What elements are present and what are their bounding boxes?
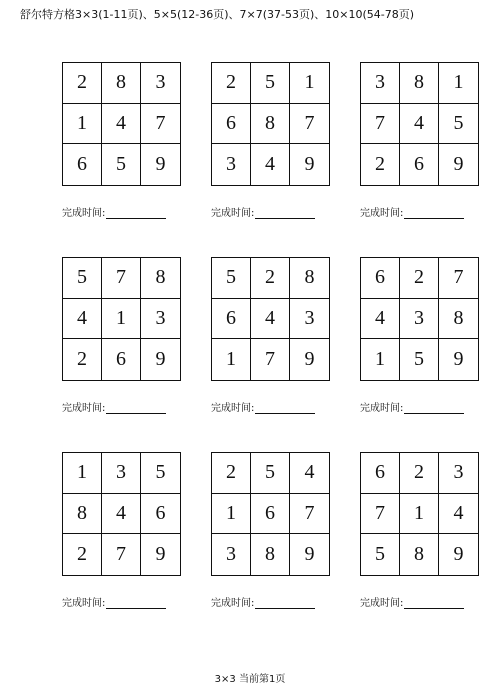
grid-cell[interactable]: 2 <box>400 258 439 299</box>
grid-cell[interactable]: 2 <box>63 339 102 380</box>
completion-time-blank[interactable] <box>404 208 464 219</box>
grid-cell[interactable]: 7 <box>141 104 180 145</box>
grid-cell[interactable]: 1 <box>212 339 251 380</box>
grid-cell[interactable]: 9 <box>155 543 166 566</box>
grid-cell[interactable]: 7 <box>102 534 141 575</box>
completion-time-blank[interactable] <box>106 403 166 414</box>
schulte-puzzle <box>62 452 192 622</box>
grid-cell[interactable]: 5 <box>400 339 439 380</box>
schulte-puzzle <box>62 62 192 232</box>
schulte-puzzle <box>62 257 192 427</box>
grid-cell[interactable]: 8 <box>63 494 102 535</box>
grid-cell[interactable]: 8 <box>141 258 180 299</box>
grid-cell[interactable]: 6 <box>361 453 400 494</box>
grid-cell[interactable]: 9 <box>453 543 464 566</box>
completion-time-blank[interactable] <box>404 598 464 609</box>
grid-cell[interactable]: 2 <box>400 453 439 494</box>
completion-time-blank[interactable] <box>255 208 315 219</box>
grid-cell[interactable]: 6 <box>102 339 141 380</box>
grid-cell[interactable]: 6 <box>361 258 400 299</box>
grid-cell[interactable]: 6 <box>251 494 290 535</box>
grid-cell[interactable]: 9 <box>304 543 315 566</box>
completion-time-row <box>360 594 464 609</box>
page-footer: 3×3 当前第1页 <box>214 674 286 685</box>
grid-cell[interactable]: 4 <box>361 299 400 340</box>
grid-cell[interactable]: 7 <box>251 339 290 380</box>
grid-cell[interactable]: 1 <box>290 63 329 104</box>
grid-cell[interactable]: 9 <box>453 348 464 371</box>
completion-time-label: 完成时间: <box>211 403 255 414</box>
completion-time-blank[interactable] <box>106 598 166 609</box>
grid-cell[interactable]: 3 <box>102 453 141 494</box>
grid-cell[interactable]: 3 <box>212 534 251 575</box>
grid-cell[interactable]: 3 <box>361 63 400 104</box>
grid-cell[interactable]: 5 <box>141 453 180 494</box>
completion-time-blank[interactable] <box>106 208 166 219</box>
schulte-grid <box>62 62 181 186</box>
grid-cell[interactable]: 4 <box>102 494 141 535</box>
grid-cell[interactable]: 8 <box>102 63 141 104</box>
grid-cell[interactable]: 7 <box>290 494 329 535</box>
grid-cell[interactable]: 8 <box>400 534 439 575</box>
completion-time-label: 完成时间: <box>62 598 106 609</box>
completion-time-blank[interactable] <box>255 598 315 609</box>
grid-cell[interactable]: 7 <box>102 258 141 299</box>
grid-cell[interactable]: 5 <box>212 258 251 299</box>
schulte-puzzle <box>360 257 490 427</box>
grid-cell[interactable]: 9 <box>304 348 315 371</box>
schulte-puzzle <box>211 62 341 232</box>
grid-cell[interactable]: 4 <box>102 104 141 145</box>
completion-time-label: 完成时间: <box>211 208 255 219</box>
grid-cell[interactable]: 1 <box>63 104 102 145</box>
grid-cell[interactable]: 3 <box>141 63 180 104</box>
completion-time-row <box>360 399 464 414</box>
grid-cell[interactable]: 5 <box>102 144 141 185</box>
grid-cell[interactable]: 9 <box>155 348 166 371</box>
grid-cell[interactable]: 1 <box>212 494 251 535</box>
completion-time-row <box>211 204 315 219</box>
completion-time-row <box>360 204 464 219</box>
grid-cell[interactable]: 3 <box>212 144 251 185</box>
grid-cell[interactable]: 6 <box>212 299 251 340</box>
grid-cell[interactable]: 4 <box>439 494 478 535</box>
grid-cell[interactable]: 4 <box>251 299 290 340</box>
grid-cell[interactable]: 6 <box>141 494 180 535</box>
grid-cell[interactable]: 3 <box>439 453 478 494</box>
completion-time-label: 完成时间: <box>62 403 106 414</box>
grid-cell[interactable]: 9 <box>304 153 315 176</box>
grid-cell[interactable]: 5 <box>361 534 400 575</box>
completion-time-label: 完成时间: <box>360 598 404 609</box>
page-title: 舒尔特方格3×3(1-11页)、5×5(12-36页)、7×7(37-53页)、10×10(54-78页) <box>20 8 415 21</box>
schulte-grid <box>211 452 330 576</box>
schulte-grid <box>62 257 181 381</box>
grid-cell[interactable]: 1 <box>63 453 102 494</box>
schulte-grid <box>360 257 479 381</box>
grid-cell[interactable]: 8 <box>251 534 290 575</box>
grid-cell[interactable]: 5 <box>439 104 478 145</box>
grid-cell[interactable]: 2 <box>251 258 290 299</box>
schulte-grid <box>211 62 330 186</box>
grid-cell[interactable]: 8 <box>251 104 290 145</box>
completion-time-row <box>62 399 166 414</box>
grid-cell[interactable]: 7 <box>439 258 478 299</box>
grid-cell[interactable]: 8 <box>439 299 478 340</box>
schulte-puzzle <box>211 452 341 622</box>
grid-cell[interactable]: 4 <box>251 144 290 185</box>
grid-cell[interactable]: 4 <box>400 104 439 145</box>
grid-cell[interactable]: 2 <box>212 63 251 104</box>
grid-cell[interactable]: 8 <box>400 63 439 104</box>
completion-time-row <box>62 204 166 219</box>
grid-cell[interactable]: 4 <box>290 453 329 494</box>
grid-cell[interactable]: 1 <box>361 339 400 380</box>
grid-cell[interactable]: 9 <box>155 153 166 176</box>
grid-cell[interactable]: 6 <box>63 144 102 185</box>
completion-time-label: 完成时间: <box>211 598 255 609</box>
schulte-grid <box>360 62 479 186</box>
grid-cell[interactable]: 5 <box>63 258 102 299</box>
grid-cell[interactable]: 1 <box>439 63 478 104</box>
grid-cell[interactable]: 2 <box>361 144 400 185</box>
grid-cell[interactable]: 6 <box>400 144 439 185</box>
schulte-puzzle <box>211 257 341 427</box>
grid-cell[interactable]: 7 <box>290 104 329 145</box>
schulte-puzzle <box>360 62 490 232</box>
grid-cell[interactable]: 9 <box>453 153 464 176</box>
schulte-puzzle <box>360 452 490 622</box>
grid-cell[interactable]: 7 <box>361 494 400 535</box>
completion-time-row <box>211 399 315 414</box>
grid-cell[interactable]: 1 <box>102 299 141 340</box>
grid-cell[interactable]: 7 <box>361 104 400 145</box>
completion-time-blank[interactable] <box>255 403 315 414</box>
grid-cell[interactable]: 6 <box>212 104 251 145</box>
grid-cell[interactable]: 4 <box>63 299 102 340</box>
grid-cell[interactable]: 2 <box>212 453 251 494</box>
grid-cell[interactable]: 1 <box>400 494 439 535</box>
schulte-grid <box>62 452 181 576</box>
completion-time-label: 完成时间: <box>360 403 404 414</box>
completion-time-row <box>211 594 315 609</box>
grid-cell[interactable]: 2 <box>63 534 102 575</box>
grid-cell[interactable]: 3 <box>400 299 439 340</box>
grid-cell[interactable]: 8 <box>290 258 329 299</box>
grid-cell[interactable]: 5 <box>251 63 290 104</box>
completion-time-label: 完成时间: <box>62 208 106 219</box>
completion-time-blank[interactable] <box>404 403 464 414</box>
grid-cell[interactable]: 3 <box>290 299 329 340</box>
schulte-grid <box>211 257 330 381</box>
completion-time-label: 完成时间: <box>360 208 404 219</box>
schulte-grid <box>360 452 479 576</box>
grid-cell[interactable]: 2 <box>63 63 102 104</box>
completion-time-row <box>62 594 166 609</box>
grid-cell[interactable]: 5 <box>251 453 290 494</box>
grid-cell[interactable]: 3 <box>141 299 180 340</box>
